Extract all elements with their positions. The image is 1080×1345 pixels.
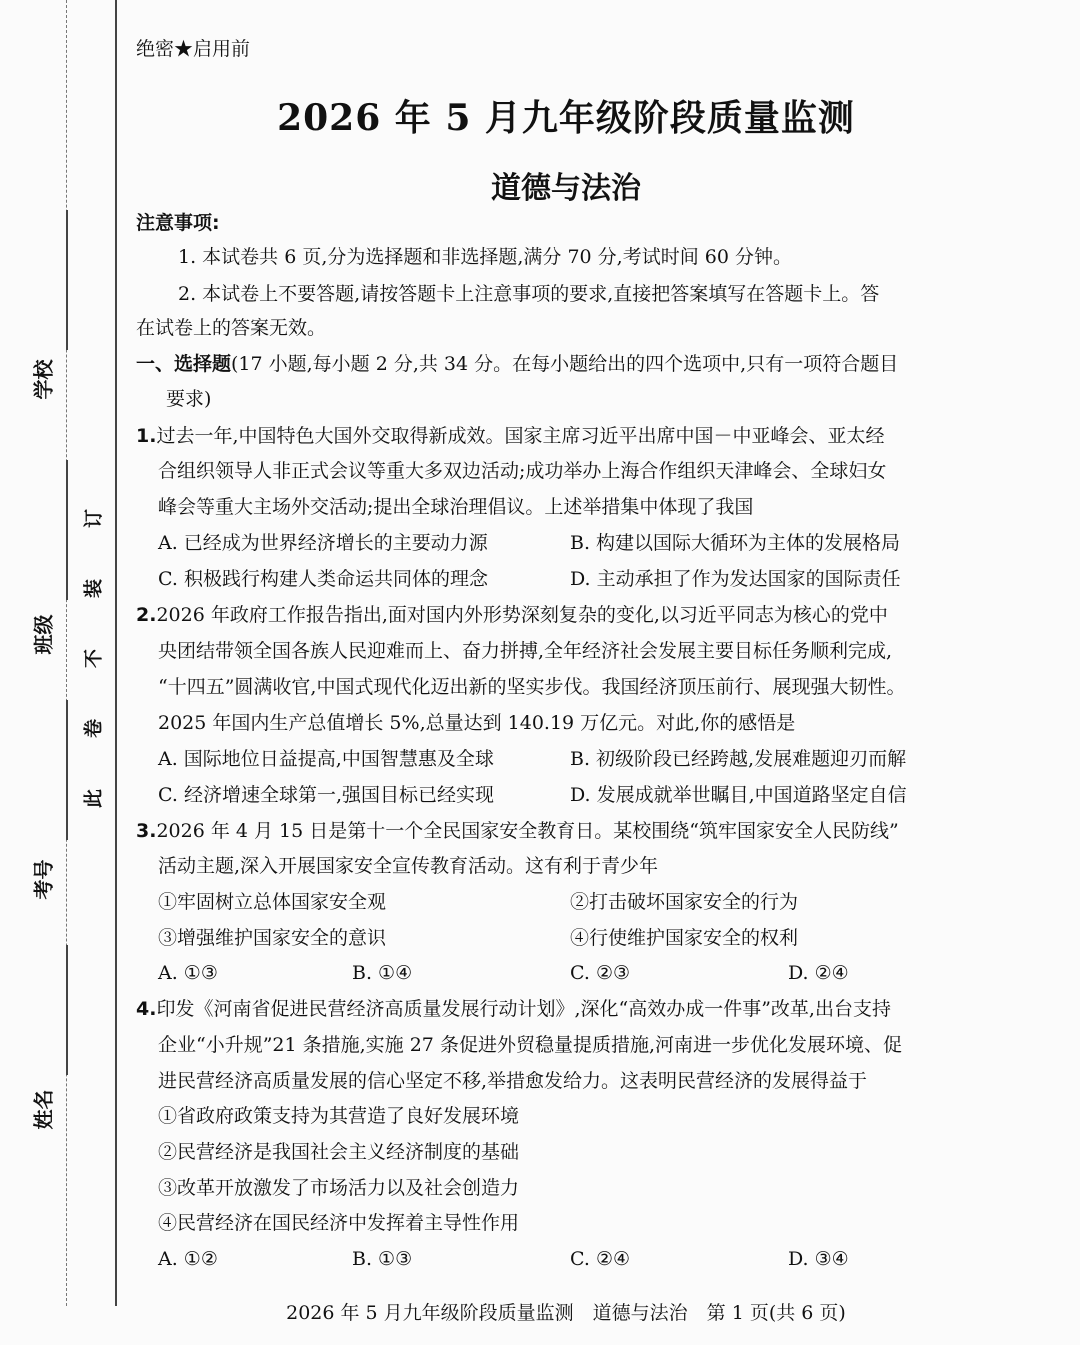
cut-line <box>66 0 67 1306</box>
name-label: 姓名 <box>31 1089 56 1130</box>
option-d[interactable]: D. 主动承担了作为发达国家的国际责任 <box>570 568 901 590</box>
binding-warning-char: 此 <box>82 789 105 809</box>
option-c[interactable]: C. ②④ <box>570 1248 631 1270</box>
question-1-stem <box>136 422 885 450</box>
question-text: 2026 年政府工作报告指出,面对国内外形势深刻复杂的变化,以习近平同志为核心的党中 <box>156 604 888 626</box>
notice-item: 2. 本试卷上不要答题,请按答题卡上注意事项的要求,直接把答案填写在答题卡上。答 <box>178 283 880 305</box>
statement: ④民营经济在国民经济中发挥着主导性作用 <box>158 1212 520 1234</box>
statement: ③改革开放激发了市场活力以及社会创造力 <box>158 1177 520 1199</box>
class-field <box>22 460 62 690</box>
question-4-stem <box>136 995 891 1023</box>
question-text: 活动主题,深入开展国家安全宣传教育活动。这有利于青少年 <box>158 855 659 877</box>
option-a[interactable]: A. 国际地位日益提高,中国智慧惠及全球 <box>158 748 494 770</box>
binding-warning-char: 不 <box>82 649 105 669</box>
binding-line <box>115 0 117 1306</box>
option-a[interactable]: A. ①② <box>158 1248 218 1270</box>
statement: ④行使维护国家安全的权利 <box>570 927 799 949</box>
option-b[interactable]: B. ①③ <box>352 1248 413 1270</box>
page-footer: 2026 年 5 月九年级阶段质量监测 道德与法治 第 1 页(共 6 页) <box>286 1302 846 1324</box>
question-text: 峰会等重大主场外交活动;提出全球治理倡议。上述举措集中体现了我国 <box>158 496 754 518</box>
option-d[interactable]: D. ③④ <box>788 1248 849 1270</box>
binding-warning-char: 卷 <box>82 719 105 739</box>
option-b[interactable]: B. 初级阶段已经跨越,发展难题迎刃而解 <box>570 748 907 770</box>
statement: ③增强维护国家安全的意识 <box>158 927 387 949</box>
exam-number-field <box>22 700 62 930</box>
school-label: 学校 <box>31 359 56 400</box>
question-text: 合组织领导人非正式会议等重大多双边活动;成功举办上海合作组织天津峰会、全球妇女 <box>158 460 887 482</box>
question-2-stem <box>136 601 888 629</box>
option-a[interactable]: A. 已经成为世界经济增长的主要动力源 <box>158 532 488 554</box>
school-field <box>22 210 62 440</box>
question-text: 过去一年,中国特色大国外交取得新成效。国家主席习近平出席中国－中亚峰会、亚太经 <box>156 425 885 447</box>
option-c[interactable]: C. ②③ <box>570 962 631 984</box>
statement: ①省政府政策支持为其营造了良好发展环境 <box>158 1105 520 1127</box>
option-a[interactable]: A. ①③ <box>158 962 218 984</box>
option-b[interactable]: B. ①④ <box>352 962 413 984</box>
notice-item: 1. 本试卷共 6 页,分为选择题和非选择题,满分 70 分,考试时间 60 分钟。 <box>178 246 792 268</box>
statement: ①牢固树立总体国家安全观 <box>158 891 387 913</box>
option-d[interactable]: D. ②④ <box>788 962 849 984</box>
class-label: 班级 <box>31 614 56 655</box>
question-3-stem <box>136 817 899 845</box>
question-text: 企业“小升规”21 条措施,实施 27 条促进外贸稳量提质措施,河南进一步优化发展环境、促 <box>158 1034 902 1056</box>
question-number: 4. <box>136 998 157 1020</box>
section-description: (17 小题,每小题 2 分,共 34 分。在每小题给出的四个选项中,只有一项符合题目 <box>231 353 899 375</box>
option-c[interactable]: C. 积极践行构建人类命运共同体的理念 <box>158 568 488 590</box>
question-text: 进民营经济高质量发展的信心坚定不移,举措愈发给力。这表明民营经济的发展得益于 <box>158 1070 868 1092</box>
question-number: 1. <box>136 425 157 447</box>
question-text: “十四五”圆满收官,中国式现代化迈出新的坚实步伐。我国经济顶压前行、展现强大韧性。 <box>158 676 906 698</box>
subject-title: 道德与法治 <box>491 171 641 206</box>
question-number: 3. <box>136 820 157 842</box>
section-heading: 一、选择题 <box>136 353 232 375</box>
binding-warning-char: 装 <box>82 579 105 599</box>
class-blank[interactable] <box>66 460 68 600</box>
question-text: 2025 年国内生产总值增长 5%,总量达到 140.19 万亿元。对此,你的感悟是 <box>158 712 796 734</box>
question-number: 2. <box>136 604 157 626</box>
name-blank[interactable] <box>66 945 68 1075</box>
notice-heading: 注意事项: <box>136 212 220 234</box>
statement: ②民营经济是我国社会主义经济制度的基础 <box>158 1141 520 1163</box>
secret-label: 绝密★启用前 <box>136 38 251 60</box>
statement: ②打击破坏国家安全的行为 <box>570 891 799 913</box>
option-b[interactable]: B. 构建以国际大循环为主体的发展格局 <box>570 532 901 554</box>
section-heading-row <box>136 350 898 378</box>
option-d[interactable]: D. 发展成就举世瞩目,中国道路坚定自信 <box>570 784 907 806</box>
school-blank[interactable] <box>66 210 68 350</box>
option-c[interactable]: C. 经济增速全球第一,强国目标已经实现 <box>158 784 494 806</box>
exam-number-label: 考号 <box>31 859 56 900</box>
notice-item-continued: 在试卷上的答案无效。 <box>136 317 327 339</box>
question-text: 2026 年 4 月 15 日是第十一个全民国家安全教育日。某校围绕“筑牢国家安全人民防线” <box>156 820 899 842</box>
binding-warning-char: 订 <box>82 509 105 529</box>
exam-number-blank[interactable] <box>66 700 68 840</box>
question-text: 印发《河南省促进民营经济高质量发展行动计划》,深化“高效办成一件事”改革,出台支持 <box>156 998 891 1020</box>
exam-title: 2026 年 5 月九年级阶段质量监测 <box>277 97 855 139</box>
section-description-continued: 要求) <box>166 388 212 410</box>
question-text: 央团结带领全国各族人民迎难而上、奋力拼搏,全年经济社会发展主要目标任务顺利完成, <box>158 640 893 662</box>
name-field <box>22 945 62 1175</box>
